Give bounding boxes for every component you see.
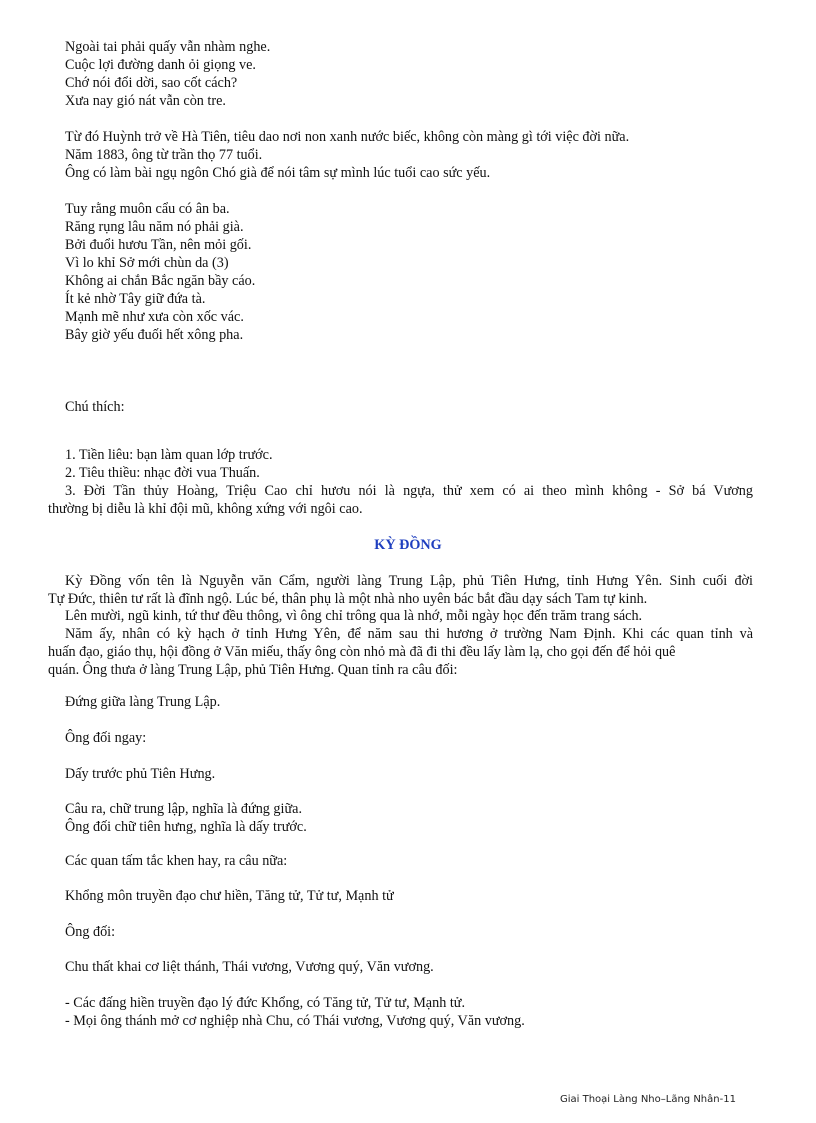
poem-line: Chớ nói đổi dời, sao cốt cách? <box>65 75 238 91</box>
couplet-question-2: Khổng môn truyền đạo chư hiền, Tăng tử, Tử tư, Mạnh tử <box>65 888 394 904</box>
poem-line: Vì lo khỉ Sở mới chùn da (3) <box>65 255 229 271</box>
reply-line: Ông đối ngay: <box>65 730 147 746</box>
note-item-continuation: thường bị diễu là khỉ đội mũ, không xứng với ngôi cao. <box>48 501 363 517</box>
paragraph-line: huấn đạo, giáo thụ, hội đồng ở Văn miếu, thấy ông còn nhỏ mà đã đi thi đều lấy làm lạ, cho gọi đến để hỏi quê <box>48 644 676 660</box>
paragraph-line: Kỳ Đồng vốn tên là Nguyễn văn Cẩm, người làng Trung Lập, phủ Tiên Hưng, tỉnh Hưng Yên. Sinh cuối đời <box>65 573 753 589</box>
paragraph-line: Từ đó Huỳnh trở về Hà Tiên, tiêu dao nơi non xanh nước biếc, không còn màng gì tới việc đời nữa. <box>65 129 630 145</box>
poem-line: Bởi đuổi hươu Tần, nên mỏi gối. <box>65 237 252 253</box>
section-title: KỲ ĐỒNG <box>374 537 442 553</box>
notes-title: Chú thích: <box>65 399 125 415</box>
explanation-line: - Mọi ông thánh mở cơ nghiệp nhà Chu, có Thái vương, Vương quý, Văn vương. <box>65 1013 525 1029</box>
reply-line: Các quan tấm tắc khen hay, ra câu nữa: <box>65 853 288 869</box>
paragraph-line: Tự Đức, thiên tư rất là đĩnh ngộ. Lúc bé, thân phụ là một nhà nho uyên bác bắt đầu dạy sách Tam tự kinh. <box>48 591 648 607</box>
page-footer: Giai Thoại Làng Nho–Lãng Nhân-11 <box>560 1094 736 1105</box>
note-item: 3. Đời Tần thủy Hoàng, Triệu Cao chỉ hươu nói là ngựa, thử xem có ai theo mình không - Sở bá Vương <box>65 483 753 499</box>
explanation-line: Ông đối chữ tiên hưng, nghĩa là dấy trước. <box>65 819 307 835</box>
poem-line: Mạnh mẽ như xưa còn xốc vác. <box>65 309 244 325</box>
poem-line: Ngoài tai phải quấy vẫn nhàm nghe. <box>65 39 271 55</box>
poem-line: Xưa nay gió nát vẫn còn tre. <box>65 93 226 109</box>
poem-line: Không ai chắn Bắc ngăn bầy cáo. <box>65 273 256 289</box>
poem-line: Ít kẻ nhờ Tây giữ đứa tà. <box>65 291 206 307</box>
poem-line: Răng rụng lâu năm nó phải già. <box>65 219 244 235</box>
reply-line: Ông đối: <box>65 924 116 940</box>
paragraph-line: Năm ấy, nhân có kỳ hạch ở tỉnh Hưng Yên, để năm sau thi hương ở trường Nam Định. Khi các quan tỉnh và <box>65 626 753 642</box>
poem-line: Bây giờ yếu đuối hết xông pha. <box>65 327 244 343</box>
poem-line: Tuy rằng muôn cẩu có ân ba. <box>65 201 230 217</box>
paragraph-line: quán. Ông thưa ở làng Trung Lập, phủ Tiên Hưng. Quan tỉnh ra câu đối: <box>48 662 458 678</box>
note-item: 1. Tiền liêu: bạn làm quan lớp trước. <box>65 447 273 463</box>
couplet-answer-1: Dấy trước phủ Tiên Hưng. <box>65 766 216 782</box>
couplet-question-1: Đứng giữa làng Trung Lập. <box>65 694 221 710</box>
paragraph-line: Năm 1883, ông từ trần thọ 77 tuổi. <box>65 147 263 163</box>
note-item: 2. Tiêu thiều: nhạc đời vua Thuấn. <box>65 465 260 481</box>
poem-line: Cuộc lợi đường danh ỏi giọng ve. <box>65 57 256 73</box>
paragraph-line: Ông có làm bài ngụ ngôn Chó già để nói tâm sự mình lúc tuổi cao sức yếu. <box>65 165 491 181</box>
couplet-answer-2: Chu thất khai cơ liệt thánh, Thái vương, Vương quý, Văn vương. <box>65 959 434 975</box>
story-paragraph-2: Lên mười, ngũ kinh, tứ thư đều thông, vì ông chỉ trông qua là nhớ, mỗi ngày học đến trăm trang sách. <box>65 608 643 624</box>
explanation-line: - Các đấng hiền truyền đạo lý đức Khổng, có Tăng tử, Tử tư, Mạnh tử. <box>65 995 466 1011</box>
explanation-line: Câu ra, chữ trung lập, nghĩa là đứng giữa. <box>65 801 303 817</box>
